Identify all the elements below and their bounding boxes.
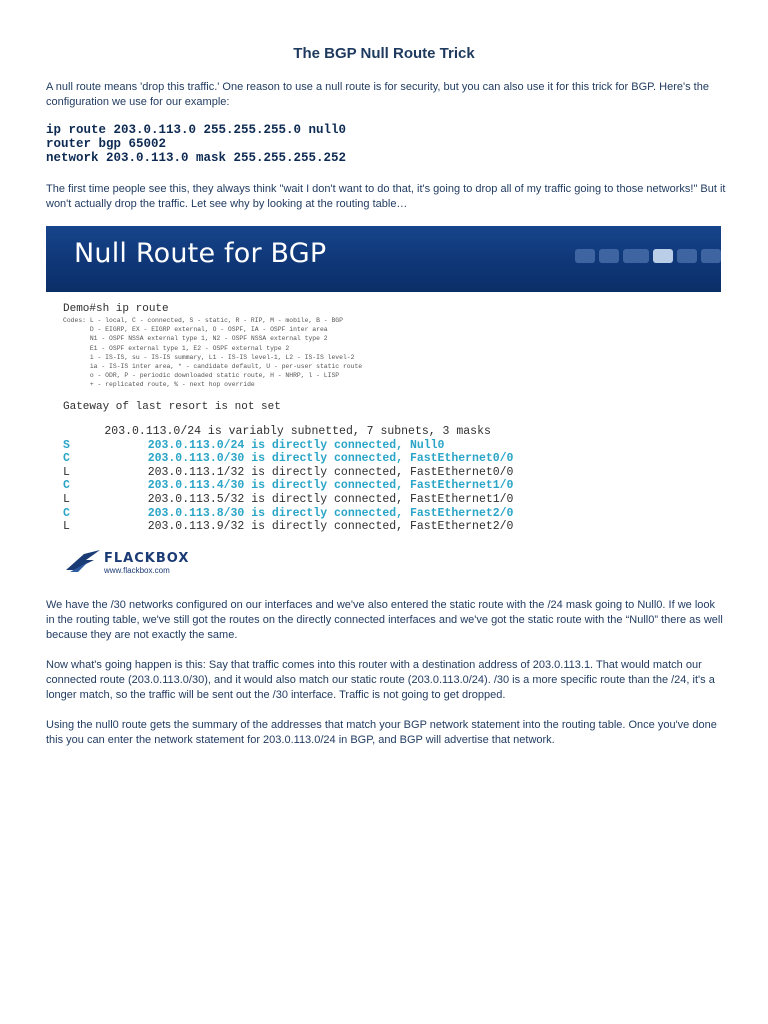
slide-title: Null Route for BGP: [74, 238, 327, 269]
document-title: The BGP Null Route Trick: [293, 45, 475, 62]
paragraph-4: Now what's going happen is this: Say that traffic comes into this router with a destination address of 203.0.113.1. That would match our connected route (203.0.113.0/30), and it would also match our static route (203.0.113.0/24). /30 is a more specific route than the /24, it's a longer match, so the traffic will be sent out the /30 interface. Traffic is not going to get dropped.: [46, 659, 715, 701]
route-row: S 203.0.113.0/24 is directly connected, Null0: [63, 438, 445, 452]
route-row: C 203.0.113.4/30 is directly connected, FastEthernet1/0: [63, 479, 514, 493]
gateway-line: Gateway of last resort is not set: [63, 400, 281, 413]
route-row: L 203.0.113.5/32 is directly connected, FastEthernet1/0: [63, 493, 514, 506]
terminal-prompt: Demo#sh ip route: [63, 303, 169, 315]
route-row: C 203.0.113.8/30 is directly connected, FastEthernet2/0: [63, 506, 514, 520]
route-codes-legend: Codes: L - local, C - connected, S - static, R - RIP, M - mobile, B - BGP D - EIGRP, EX - EIGRP external, O - OSPF, IA - OSPF inter area N1 - OSPF NSSA external type 1, N2 - OSPF NSSA external type 2 E1 - OSPF external type 1, E2 - OSPF external type 2 i - IS-IS, su - IS-IS summary, L1 - IS-IS level-1, L2 - IS-IS level-2 ia - IS-IS inter area, * - candidate default, U - per-user static route o - ODR, P - periodic downloaded static route, H - NHRP, l - LISP + - replicated route, % - next hop override: [63, 317, 363, 389]
paragraph-2: The first time people see this, they always think "wait I don't want to do that, it's going to drop all of my traffic going to those networks!" But it won't actually drop the traffic. Let see why by looking at the routing table…: [46, 183, 726, 210]
slide-banner: [46, 226, 721, 292]
route-list: [63, 439, 713, 534]
logo-name: FLACKBOX: [104, 551, 190, 566]
route-row: C 203.0.113.0/30 is directly connected, FastEthernet0/0: [63, 452, 514, 466]
flackbox-logo-icon: [64, 548, 102, 574]
subnet-summary: 203.0.113.0/24 is variably subnetted, 7 subnets, 3 masks: [63, 424, 491, 438]
routing-table-figure: [46, 226, 721, 582]
route-row: L 203.0.113.9/32 is directly connected, FastEthernet2/0: [63, 520, 514, 534]
logo-url: www.flackbox.com: [104, 566, 170, 575]
config-line: router bgp 65002: [46, 137, 167, 151]
config-line: network 203.0.113.0 mask 255.255.255.252: [46, 151, 347, 165]
config-line: ip route 203.0.113.0 255.255.255.0 null0: [46, 123, 347, 137]
intro-paragraph: A null route means 'drop this traffic.' One reason to use a null route is for security, but you can also use it for this trick for BGP. Here's the configuration we use for our example:: [46, 81, 709, 108]
config-code-block: [46, 123, 346, 165]
terminal-output: [63, 302, 713, 534]
banner-decoration: [575, 249, 721, 263]
flackbox-logo: [64, 544, 204, 578]
route-row: L 203.0.113.1/32 is directly connected, FastEthernet0/0: [63, 465, 514, 479]
paragraph-3: We have the /30 networks configured on our interfaces and we've also entered the static route with the /24 mask going to Null0. If we look in the routing table, we've still got the routes on the directly connected interfaces and we've got the static route with the “Null0” there as well because they are not exactly the same.: [46, 599, 723, 641]
paragraph-5: Using the null0 route gets the summary of the addresses that match your BGP network statement into the routing table. Once you've done this you can enter the network statement for 203.0.113.0/24 in BGP, and BGP will advertise that network.: [46, 719, 717, 746]
